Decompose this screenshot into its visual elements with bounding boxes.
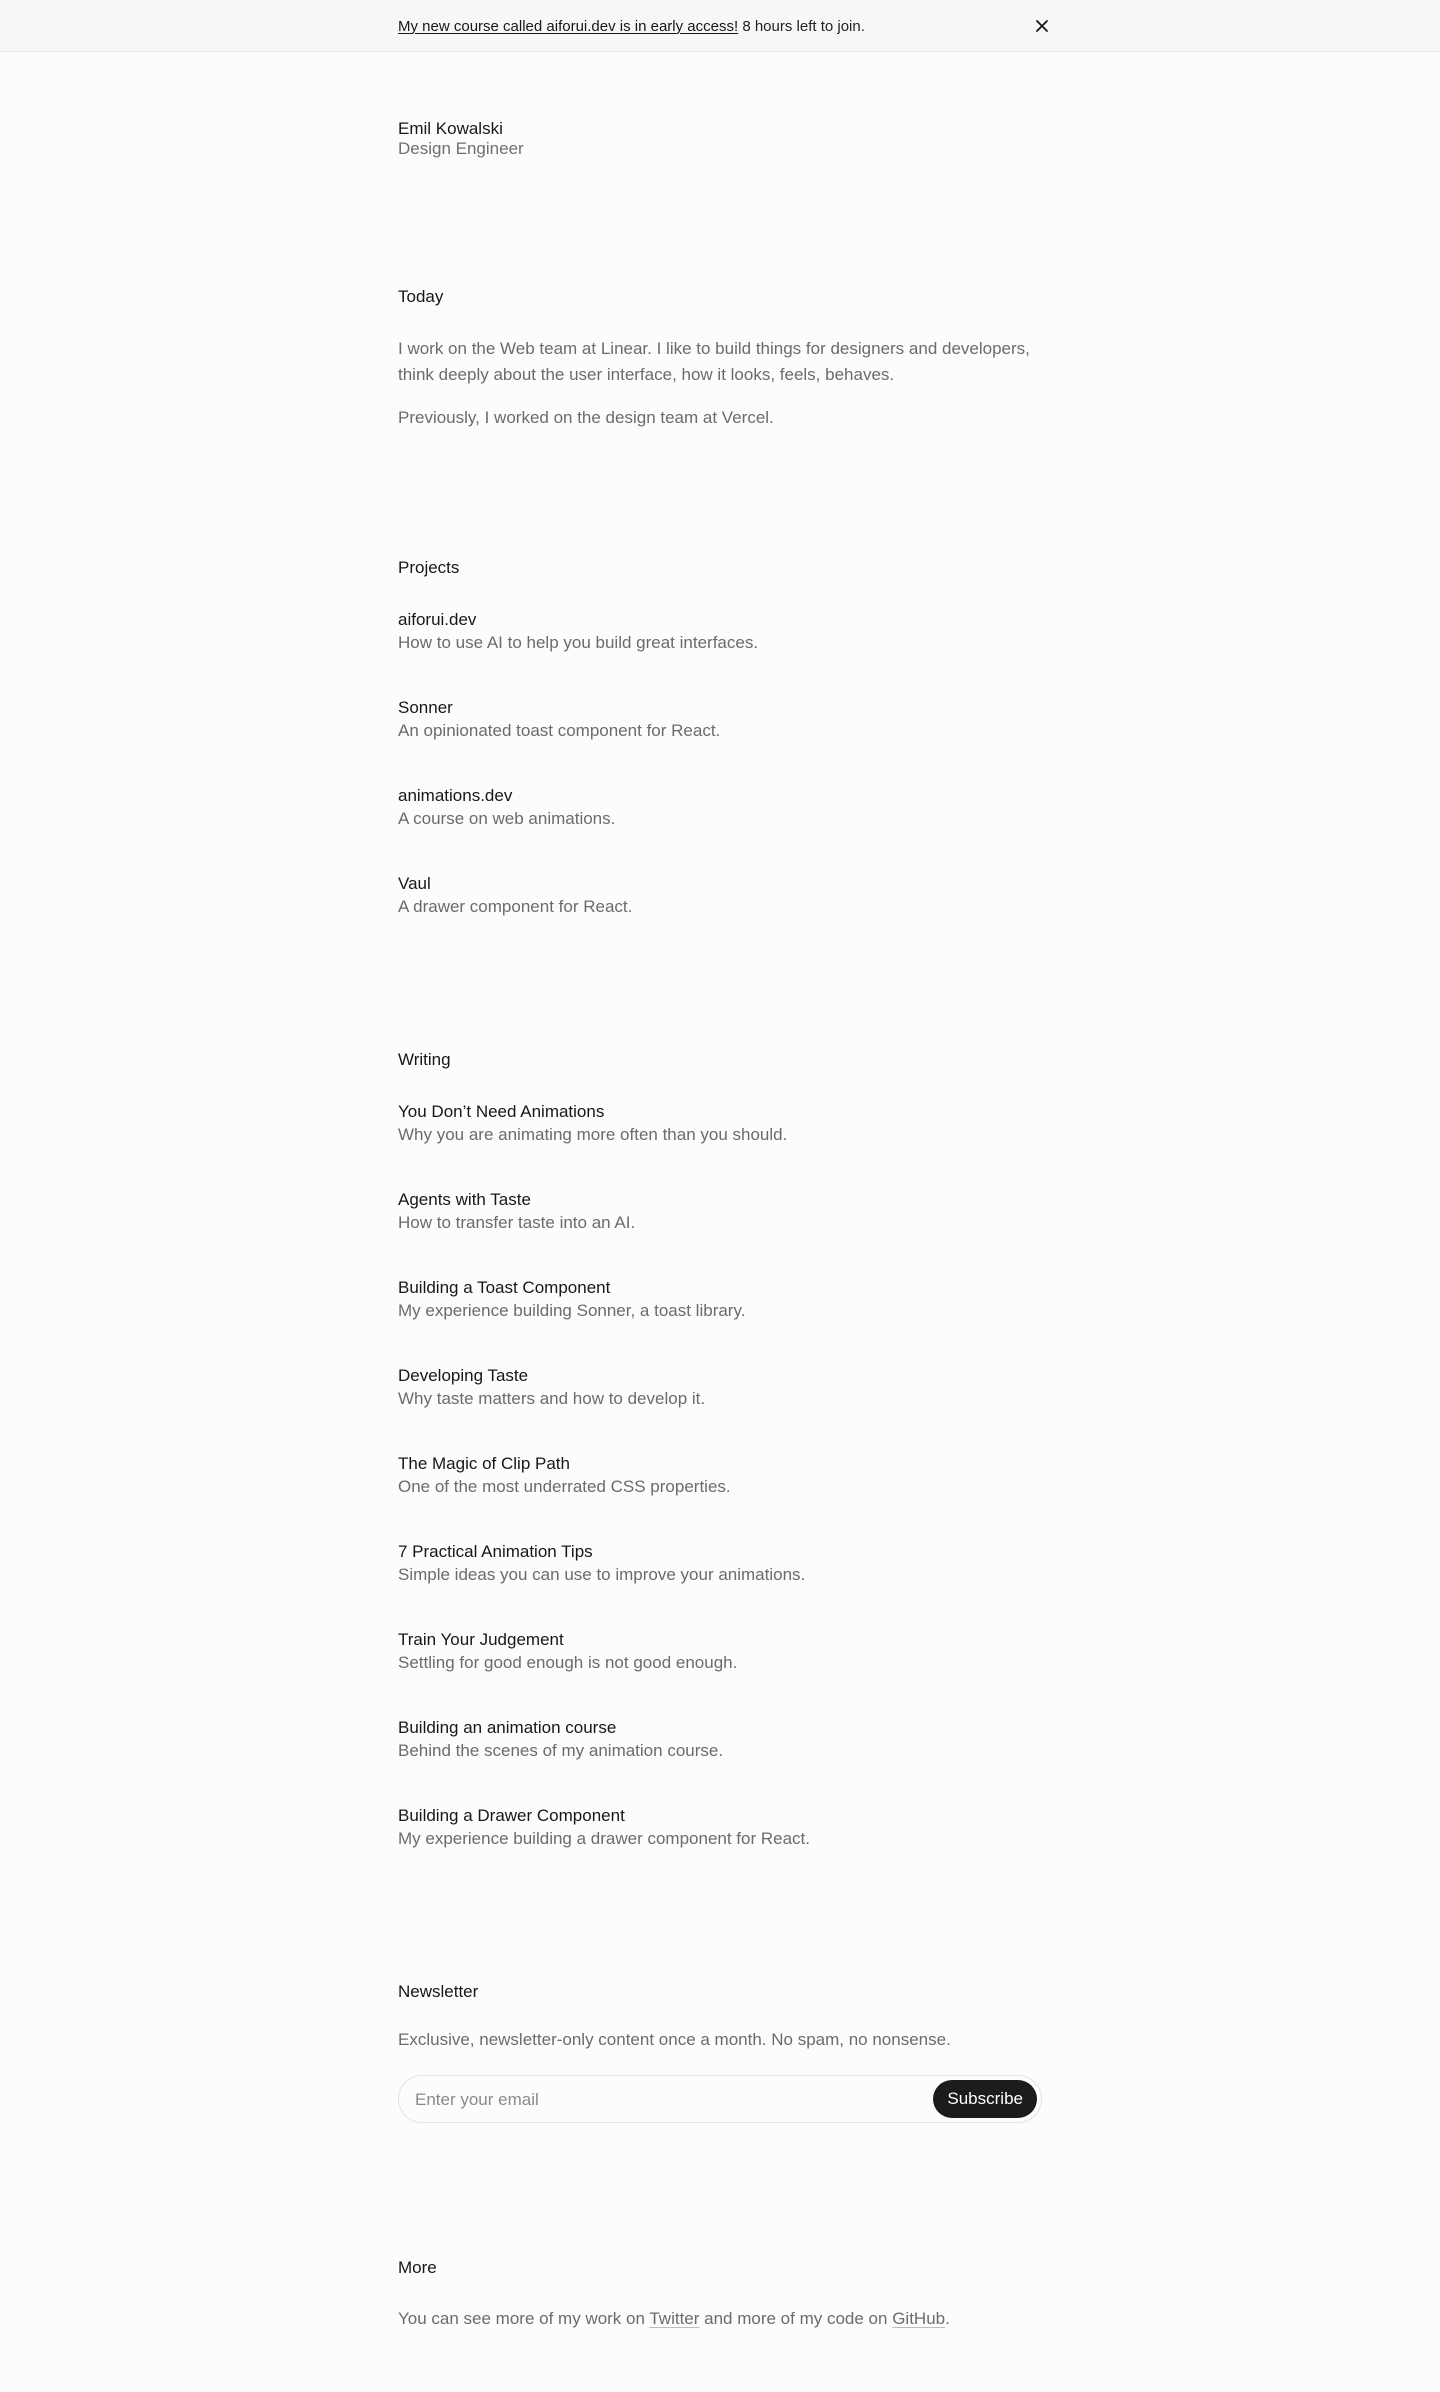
project-title: Sonner [398, 698, 453, 717]
article-title: You Don’t Need Animations [398, 1102, 605, 1121]
project-item-animations[interactable] [398, 785, 1042, 831]
projects-title: Projects [398, 558, 460, 577]
project-title: animations.dev [398, 786, 513, 805]
writing-title: Writing [398, 1050, 451, 1069]
writing-item[interactable] [398, 1717, 1042, 1763]
article-description: Why you are animating more often than you should. [398, 1125, 788, 1144]
subscribe-button[interactable]: Subscribe [933, 2080, 1037, 2118]
newsletter-form [398, 2075, 1042, 2123]
article-description: Simple ideas you can use to improve your animations. [398, 1565, 806, 1584]
article-description: Why taste matters and how to develop it. [398, 1389, 706, 1408]
article-description: Settling for good enough is not good enough. [398, 1653, 738, 1672]
article-title: Building a Drawer Component [398, 1806, 625, 1825]
project-description: An opinionated toast component for React. [398, 721, 721, 740]
today-paragraph-2: Previously, I worked on the design team at Vercel. [398, 408, 774, 427]
article-title: Developing Taste [398, 1366, 529, 1385]
more-text-middle: and more of my code on [699, 2309, 893, 2328]
project-description: A course on web animations. [398, 809, 616, 828]
github-link[interactable]: GitHub [892, 2309, 946, 2328]
today-section [398, 287, 1042, 431]
project-description: How to use AI to help you build great interfaces. [398, 633, 759, 652]
newsletter-title: Newsletter [398, 1982, 479, 2001]
article-description: Behind the scenes of my animation course. [398, 1741, 724, 1760]
newsletter-description: Exclusive, newsletter-only content once a month. No spam, no nonsense. [398, 2030, 951, 2049]
project-description: A drawer component for React. [398, 897, 633, 916]
writing-item[interactable] [398, 1629, 1042, 1675]
email-input[interactable] [413, 2084, 917, 2116]
project-title: aiforui.dev [398, 610, 477, 629]
banner-course-link[interactable]: My new course called aiforui.dev is in early access! [398, 17, 739, 35]
writing-item[interactable] [398, 1453, 1042, 1499]
project-item-sonner[interactable] [398, 697, 1042, 743]
writing-item[interactable] [398, 1805, 1042, 1851]
banner-close-button[interactable] [1030, 14, 1054, 38]
writing-item[interactable] [398, 1101, 1042, 1147]
article-title: Train Your Judgement [398, 1630, 564, 1649]
article-description: One of the most underrated CSS properties. [398, 1477, 731, 1496]
article-description: My experience building a drawer component for React. [398, 1829, 810, 1848]
writing-section [398, 1050, 1042, 1860]
project-item-vaul[interactable] [398, 873, 1042, 919]
author-name: Emil Kowalski [398, 119, 503, 138]
more-title: More [398, 2258, 437, 2277]
close-icon [1035, 19, 1049, 33]
more-text [398, 2306, 1042, 2332]
more-text-before: You can see more of my work on [398, 2309, 650, 2328]
project-title: Vaul [398, 874, 431, 893]
projects-section [398, 558, 1042, 928]
banner-message [398, 18, 865, 35]
article-title: 7 Practical Animation Tips [398, 1542, 593, 1561]
writing-item[interactable] [398, 1189, 1042, 1235]
article-description: My experience building Sonner, a toast library. [398, 1301, 746, 1320]
banner-suffix: 8 hours left to join. [738, 17, 865, 35]
today-paragraph-1: I work on the Web team at Linear. I like to build things for designers and developers, think deeply about the user interface, how it looks, feels, behaves. [398, 339, 1030, 384]
author-role: Design Engineer [398, 139, 524, 158]
writing-item[interactable] [398, 1277, 1042, 1323]
more-section [398, 2258, 1042, 2332]
article-title: The Magic of Clip Path [398, 1454, 570, 1473]
today-title: Today [398, 287, 444, 306]
article-description: How to transfer taste into an AI. [398, 1213, 636, 1232]
writing-item[interactable] [398, 1541, 1042, 1587]
announcement-banner [0, 0, 1440, 52]
article-title: Building an animation course [398, 1718, 617, 1737]
article-title: Building a Toast Component [398, 1278, 611, 1297]
twitter-link[interactable]: Twitter [649, 2309, 700, 2328]
more-text-after: . [945, 2309, 950, 2328]
newsletter-section [398, 1982, 1042, 2122]
writing-item[interactable] [398, 1365, 1042, 1411]
site-header [398, 119, 1042, 159]
project-item-aiforui[interactable] [398, 609, 1042, 655]
article-title: Agents with Taste [398, 1190, 531, 1209]
